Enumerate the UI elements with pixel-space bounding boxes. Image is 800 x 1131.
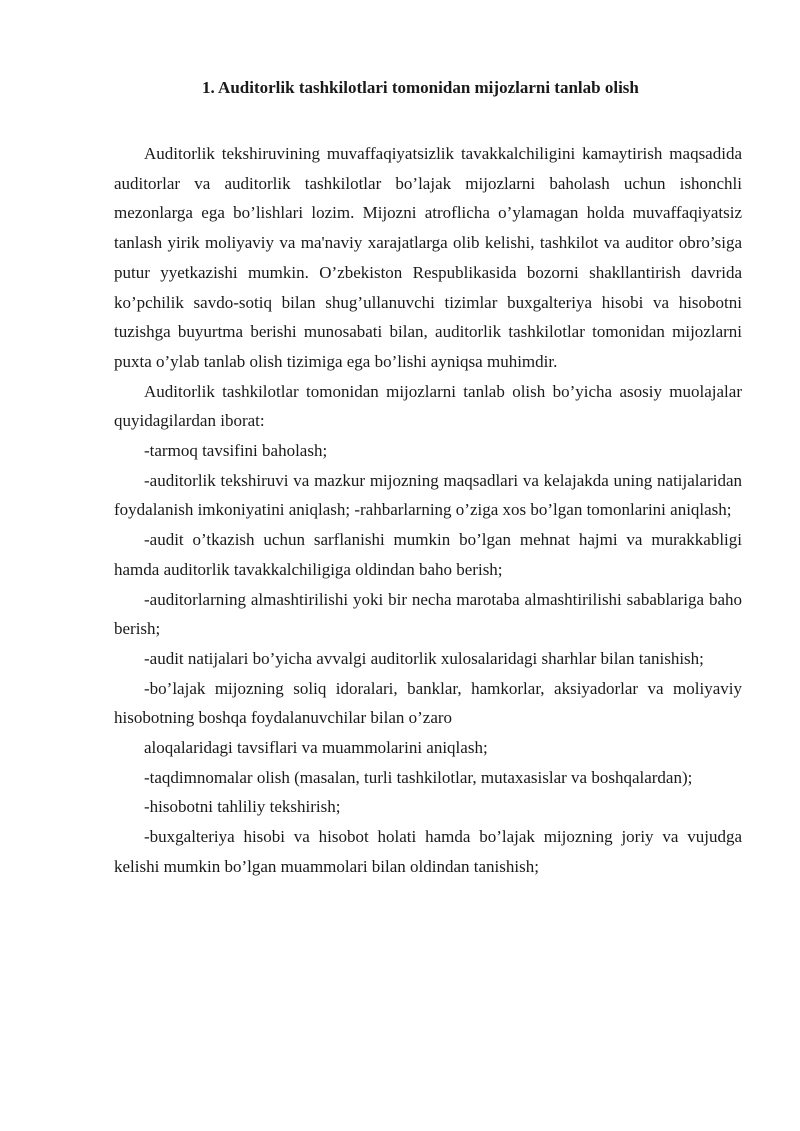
document-page bbox=[114, 76, 742, 882]
list-item: -taqdimnomalar olish (masalan, turli tashkilotlar, mutaxasislar va boshqalardan); bbox=[144, 767, 693, 787]
paragraph: Auditorlik tashkilotlar tomonidan mijozlarni tanlab olish bo’yicha asosiy muolajalar quyidagilardan iborat: bbox=[114, 381, 742, 431]
list-item: -hisobotni tahliliy tekshirish; bbox=[144, 797, 341, 817]
list-item: aloqalaridagi tavsiflari va muammolarini aniqlash; bbox=[144, 738, 488, 758]
list-item: -auditorlik tekshiruvi va mazkur mijozning maqsadlari va kelajakda uning natijalaridan foydalanish imkoniyatini aniqlash; -rahbarlarning o’ziga xos bo’lgan tomonlarini aniqlash; bbox=[114, 470, 742, 520]
list-item: -bo’lajak mijozning soliq idoralari, banklar, hamkorlar, aksiyadorlar va moliyaviy hisobotning boshqa foydalanuvchilar bilan o’zaro bbox=[114, 678, 742, 728]
list-item: -audit natijalari bo’yicha avvalgi auditorlik xulosalaridagi sharhlar bilan tanishish; bbox=[144, 648, 704, 668]
list-item: -buxgalteriya hisobi va hisobot holati hamda bo’lajak mijozning joriy va vujudga kelishi mumkin bo’lgan muammolari bilan oldindan tanishish; bbox=[114, 827, 742, 876]
list-item: -tarmoq tavsifini baholash; bbox=[144, 441, 328, 461]
paragraph: Auditorlik tekshiruvining muvaffaqiyatsizlik tavakkalchiligini kamaytirish maqsadida auditorlar va auditorlik tashkilotlar bo’lajak mijozlarni baholash uchun ishonchli mezonlarga ega bo’lishlari lozim. Mijozni atroflicha o’ylamagan holda muvaffaqiyatsiz tanlash yirik moliyaviy va ma'naviy xarajatlarga olib kelishi, tashkilot va auditor obro’siga putur yyetkazishi mumkin. O’zbekiston Respublikasida bozorni shakllantirish davrida ko’pchilik savdo-sotiq bilan shug’ullanuvchi tizimlar buxgalteriya hisobi va hisobotni tuzishga buyurtma berishi munosabati bilan, auditorlik tashkilotlar tomonidan mijozlarni puxta o’ylab tanlab olish tizimiga ega bo’lishi ayniqsa muhimdir. bbox=[114, 144, 742, 371]
list-item: -audit o’tkazish uchun sarflanishi mumkin bo’lgan mehnat hajmi va murakkabligi hamda auditorlik tavakkalchiligiga oldindan baho berish; bbox=[114, 530, 742, 579]
section-title: 1. Auditorlik tashkilotlari tomonidan mijozlarni tanlab olish bbox=[202, 78, 639, 97]
list-item: -auditorlarning almashtirilishi yoki bir necha marotaba almashtirilishi sabablariga baho berish; bbox=[114, 589, 742, 639]
